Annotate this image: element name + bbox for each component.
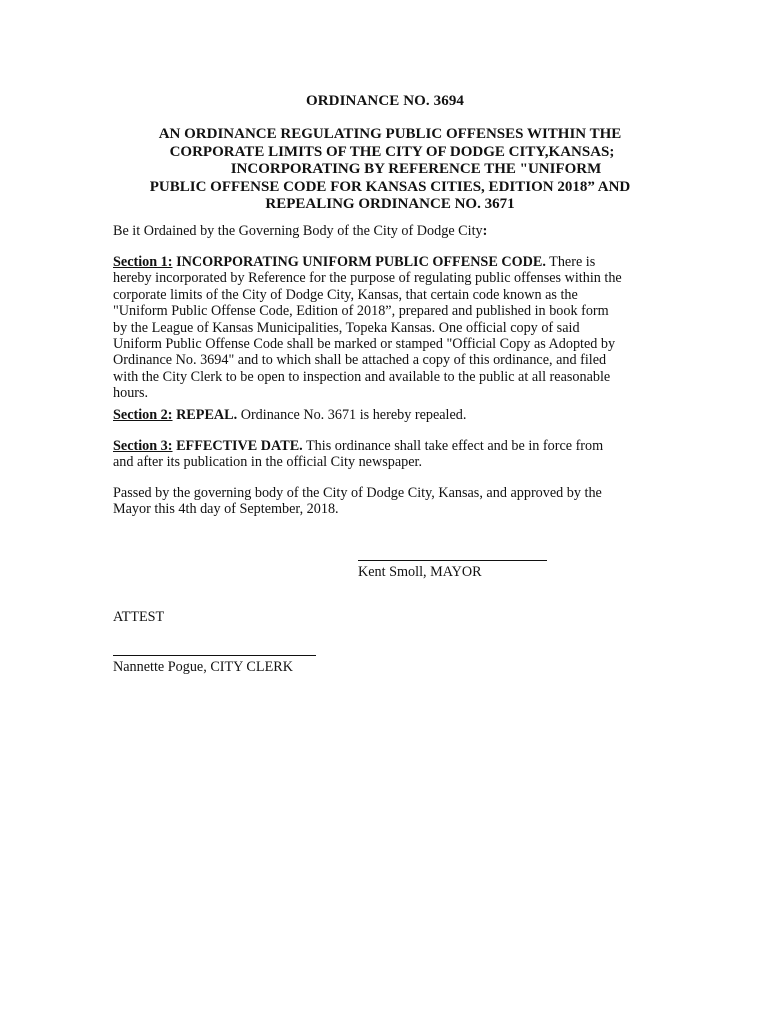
preamble: [113, 223, 661, 239]
section-1-label: Section 1:: [113, 254, 173, 270]
section-1-line: hours.: [113, 385, 149, 402]
section-1-line: "Uniform Public Offense Code, Edition of 2018”, prepared and published in book form: [113, 303, 609, 320]
attest-label: ATTEST: [113, 609, 165, 625]
section-1: [113, 254, 661, 402]
passed-paragraph: [113, 485, 661, 518]
passed-line: Mayor this 4th day of September, 2018.: [113, 501, 339, 518]
subtitle-line: AN ORDINANCE REGULATING PUBLIC OFFENSES WITHIN THE: [158, 126, 622, 142]
section-2-heading: REPEAL.: [172, 407, 238, 423]
section-1-line: with the City Clerk to be open to inspection and available to the public at all reasonable: [113, 368, 611, 385]
section-1-line: Ordinance No. 3694" and to which shall be attached a copy of this ordinance, and filed: [113, 352, 607, 369]
section-3-line: and after its publication in the official City newspaper.: [113, 454, 423, 471]
subtitle-line: CORPORATE LIMITS OF THE CITY OF DODGE CITY,KANSAS;: [169, 143, 615, 160]
mayor-signature-line: [358, 560, 547, 561]
section-1-first-line: There is: [545, 254, 596, 270]
section-2-text: Ordinance No. 3671 is hereby repealed.: [237, 407, 467, 423]
passed-line: Passed by the governing body of the City of Dodge City, Kansas, and approved by the: [113, 485, 602, 501]
section-3-first-line: This ordinance shall take effect and be in force from: [302, 438, 604, 454]
section-1-heading: INCORPORATING UNIFORM PUBLIC OFFENSE CODE.: [172, 254, 546, 270]
preamble-colon: :: [482, 223, 488, 239]
subtitle-line: INCORPORATING BY REFERENCE THE "UNIFORM: [230, 161, 602, 177]
subtitle-line: PUBLIC OFFENSE CODE FOR KANSAS CITIES, EDITION 2018” AND: [149, 178, 631, 195]
section-1-line: by the League of Kansas Municipalities, Topeka Kansas. One official copy of said: [113, 319, 580, 336]
clerk-signature-name: Nannette Pogue, CITY CLERK: [113, 659, 293, 675]
section-1-line: hereby incorporated by Reference for the purpose of regulating public offenses within the: [113, 270, 622, 287]
section-2: [113, 407, 661, 423]
preamble-text: Be it Ordained by the Governing Body of the City of Dodge City: [113, 223, 483, 239]
section-1-line: Uniform Public Offense Code shall be marked or stamped "Official Copy as Adopted by: [113, 336, 616, 353]
section-2-label: Section 2:: [113, 407, 173, 423]
section-1-line: corporate limits of the City of Dodge City, Kansas, that certain code known as the: [113, 286, 578, 303]
section-3-label: Section 3:: [113, 438, 173, 454]
mayor-signature-name: Kent Smoll, MAYOR: [358, 564, 482, 580]
clerk-signature-line: [113, 655, 316, 656]
subtitle-line: REPEALING ORDINANCE NO. 3671: [265, 196, 515, 212]
section-3-heading: EFFECTIVE DATE.: [172, 438, 303, 454]
section-3: [113, 438, 661, 471]
ordinance-subtitle: [110, 126, 670, 214]
ordinance-title: ORDINANCE NO. 3694: [305, 93, 465, 109]
